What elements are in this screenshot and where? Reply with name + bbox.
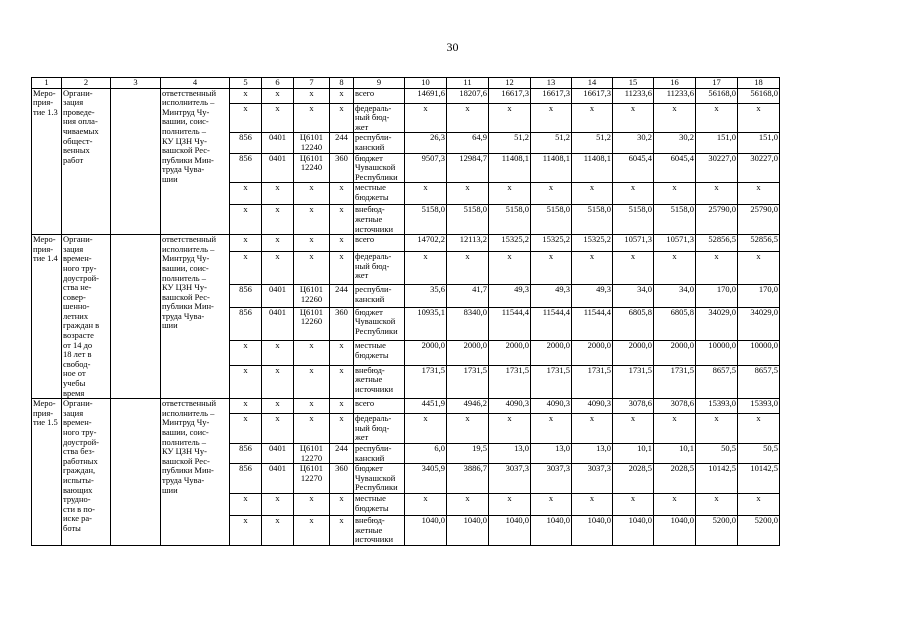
expense-type-code: х <box>330 414 354 444</box>
target-article-code: х <box>294 103 330 133</box>
amount-cell: 30,2 <box>654 133 696 153</box>
expense-type-code: х <box>330 365 354 398</box>
expense-type-code: х <box>330 399 354 414</box>
amount-cell: х <box>696 103 738 133</box>
section-code: 0401 <box>262 133 294 153</box>
amount-cell: х <box>405 414 447 444</box>
page-number: 30 <box>446 40 459 54</box>
amount-cell: х <box>405 251 447 284</box>
amount-cell: х <box>654 103 696 133</box>
grbs-code: 856 <box>230 444 262 464</box>
target-article-code: х <box>294 88 330 103</box>
amount-cell: х <box>654 493 696 515</box>
target-article-code: х <box>294 183 330 205</box>
amount-cell: 13,0 <box>531 444 572 464</box>
amount-cell: 11408,1 <box>572 153 613 183</box>
section-code: х <box>262 103 294 133</box>
grbs-code: х <box>230 88 262 103</box>
amount-cell: х <box>447 103 489 133</box>
amount-cell: 34,0 <box>654 285 696 308</box>
executor: ответственный исполнитель – Минтруд Чу- вашии, соис- полнитель – КУ ЦЗН Чу- вашской Рес- публики Мин- труда Чува- шии <box>161 235 230 399</box>
amount-cell: 2000,0 <box>489 341 531 366</box>
expense-type-code: 360 <box>330 307 354 340</box>
amount-cell: х <box>447 183 489 205</box>
amount-cell: 2000,0 <box>572 341 613 366</box>
amount-cell: 1731,5 <box>405 365 447 398</box>
amount-cell: 3405,9 <box>405 464 447 494</box>
amount-cell: 34,0 <box>613 285 654 308</box>
amount-cell: 11408,1 <box>531 153 572 183</box>
amount-cell: 6045,4 <box>613 153 654 183</box>
amount-cell: 16617,3 <box>489 88 531 103</box>
budget-table <box>31 77 780 546</box>
expense-type-code: 244 <box>330 444 354 464</box>
expense-type-code: х <box>330 183 354 205</box>
amount-cell: х <box>572 251 613 284</box>
amount-cell: 1731,5 <box>489 365 531 398</box>
amount-cell: 2000,0 <box>613 341 654 366</box>
grbs-code: 856 <box>230 153 262 183</box>
table-row <box>32 88 780 103</box>
amount-cell: 10935,1 <box>405 307 447 340</box>
amount-cell: 11233,6 <box>654 88 696 103</box>
amount-cell: 18207,6 <box>447 88 489 103</box>
amount-cell: 25790,0 <box>696 205 738 235</box>
event-name: Органи- зация проведе- ния опла- чиваемых общест- венных работ <box>62 88 111 235</box>
amount-cell: 10,1 <box>613 444 654 464</box>
grbs-code: 856 <box>230 307 262 340</box>
amount-cell: 51,2 <box>531 133 572 153</box>
funding-source: республи- канский <box>354 133 405 153</box>
amount-cell: 50,5 <box>696 444 738 464</box>
amount-cell: 8657,5 <box>696 365 738 398</box>
grbs-code: х <box>230 414 262 444</box>
amount-cell: 11233,6 <box>613 88 654 103</box>
event-number: Меро- прия- тие 1.5 <box>32 399 62 546</box>
amount-cell: х <box>572 493 613 515</box>
amount-cell: 2000,0 <box>531 341 572 366</box>
amount-cell: х <box>447 414 489 444</box>
amount-cell: 11544,4 <box>531 307 572 340</box>
funding-source: внебюд- жетные источники <box>354 515 405 545</box>
amount-cell: х <box>531 414 572 444</box>
target-article-code: х <box>294 341 330 366</box>
amount-cell: 1731,5 <box>654 365 696 398</box>
section-code: х <box>262 365 294 398</box>
amount-cell: 56168,0 <box>696 88 738 103</box>
target-article-code: х <box>294 251 330 284</box>
section-code: х <box>262 205 294 235</box>
amount-cell: 4090,3 <box>531 399 572 414</box>
amount-cell: 64,9 <box>447 133 489 153</box>
amount-cell: х <box>531 493 572 515</box>
amount-cell: 8340,0 <box>447 307 489 340</box>
amount-cell: х <box>489 103 531 133</box>
target-article-code: х <box>294 365 330 398</box>
funding-source: бюджет Чувашской Республики <box>354 307 405 340</box>
header-cell: 16 <box>654 78 696 89</box>
grbs-code: х <box>230 235 262 252</box>
amount-cell: 5158,0 <box>654 205 696 235</box>
amount-cell: 6805,8 <box>654 307 696 340</box>
amount-cell: х <box>613 183 654 205</box>
amount-cell: 49,3 <box>489 285 531 308</box>
funding-source: бюджет Чувашской Республики <box>354 153 405 183</box>
amount-cell: х <box>613 251 654 284</box>
amount-cell: 15325,2 <box>572 235 613 252</box>
amount-cell: 4946,2 <box>447 399 489 414</box>
section-code: 0401 <box>262 285 294 308</box>
target-article-code: х <box>294 205 330 235</box>
amount-cell: 2028,5 <box>613 464 654 494</box>
section-code: х <box>262 515 294 545</box>
amount-cell: х <box>489 251 531 284</box>
amount-cell: 26,3 <box>405 133 447 153</box>
amount-cell: 5200,0 <box>696 515 738 545</box>
amount-cell: 14702,2 <box>405 235 447 252</box>
amount-cell: 8657,5 <box>738 365 780 398</box>
funding-source: всего <box>354 235 405 252</box>
grbs-code: х <box>230 399 262 414</box>
amount-cell: 1040,0 <box>654 515 696 545</box>
amount-cell: 13,0 <box>572 444 613 464</box>
header-cell: 7 <box>294 78 330 89</box>
amount-cell: 6,0 <box>405 444 447 464</box>
amount-cell: 25790,0 <box>738 205 780 235</box>
amount-cell: 15325,2 <box>489 235 531 252</box>
grbs-code: х <box>230 183 262 205</box>
amount-cell: 151,0 <box>738 133 780 153</box>
funding-source: внебюд- жетные источники <box>354 205 405 235</box>
expense-type-code: 360 <box>330 464 354 494</box>
grbs-code: х <box>230 515 262 545</box>
amount-cell: 11408,1 <box>489 153 531 183</box>
amount-cell: 2000,0 <box>654 341 696 366</box>
amount-cell: 3078,6 <box>613 399 654 414</box>
grbs-code: х <box>230 341 262 366</box>
funding-source: республи- канский <box>354 285 405 308</box>
amount-cell: х <box>738 414 780 444</box>
header-cell: 2 <box>62 78 111 89</box>
amount-cell: 30227,0 <box>696 153 738 183</box>
table-row <box>32 235 780 252</box>
section-code: х <box>262 399 294 414</box>
amount-cell: 5200,0 <box>738 515 780 545</box>
amount-cell: х <box>572 183 613 205</box>
amount-cell: 19,5 <box>447 444 489 464</box>
funding-source: бюджет Чувашской Республики <box>354 464 405 494</box>
amount-cell: 15393,0 <box>738 399 780 414</box>
amount-cell: х <box>696 251 738 284</box>
amount-cell: 1731,5 <box>572 365 613 398</box>
funding-source: федераль- ный бюд- жет <box>354 103 405 133</box>
amount-cell: 5158,0 <box>572 205 613 235</box>
grbs-code: х <box>230 205 262 235</box>
amount-cell: 2000,0 <box>447 341 489 366</box>
amount-cell: х <box>696 493 738 515</box>
section-code: х <box>262 414 294 444</box>
amount-cell: х <box>572 103 613 133</box>
amount-cell: 30,2 <box>613 133 654 153</box>
amount-cell: 13,0 <box>489 444 531 464</box>
expense-type-code: х <box>330 235 354 252</box>
amount-cell: 5158,0 <box>531 205 572 235</box>
amount-cell: 12984,7 <box>447 153 489 183</box>
expense-type-code: 360 <box>330 153 354 183</box>
grbs-code: 856 <box>230 133 262 153</box>
section-code: х <box>262 341 294 366</box>
amount-cell: х <box>531 183 572 205</box>
funding-source: местные бюджеты <box>354 183 405 205</box>
grbs-code: х <box>230 103 262 133</box>
amount-cell: 1731,5 <box>531 365 572 398</box>
header-cell: 1 <box>32 78 62 89</box>
amount-cell: 10142,5 <box>738 464 780 494</box>
header-cell: 11 <box>447 78 489 89</box>
amount-cell: 51,2 <box>489 133 531 153</box>
amount-cell: 5158,0 <box>613 205 654 235</box>
amount-cell: 11544,4 <box>489 307 531 340</box>
funding-source: федераль- ный бюд- жет <box>354 414 405 444</box>
amount-cell: х <box>489 183 531 205</box>
goal-cell <box>111 235 161 399</box>
section-code: х <box>262 88 294 103</box>
amount-cell: х <box>613 414 654 444</box>
funding-source: республи- канский <box>354 444 405 464</box>
amount-cell: 10142,5 <box>696 464 738 494</box>
amount-cell: 49,3 <box>572 285 613 308</box>
amount-cell: 4090,3 <box>572 399 613 414</box>
amount-cell: 12113,2 <box>447 235 489 252</box>
header-cell: 4 <box>161 78 230 89</box>
header-cell: 5 <box>230 78 262 89</box>
event-number: Меро- прия- тие 1.3 <box>32 88 62 235</box>
amount-cell: 1040,0 <box>572 515 613 545</box>
grbs-code: 856 <box>230 464 262 494</box>
amount-cell: х <box>405 103 447 133</box>
amount-cell: 1040,0 <box>489 515 531 545</box>
amount-cell: х <box>531 103 572 133</box>
target-article-code: х <box>294 399 330 414</box>
header-row <box>32 78 780 89</box>
amount-cell: х <box>531 251 572 284</box>
amount-cell: 5158,0 <box>447 205 489 235</box>
event-number: Меро- прия- тие 1.4 <box>32 235 62 399</box>
amount-cell: 3886,7 <box>447 464 489 494</box>
amount-cell: 3037,3 <box>489 464 531 494</box>
amount-cell: 51,2 <box>572 133 613 153</box>
amount-cell: х <box>572 414 613 444</box>
amount-cell: х <box>696 183 738 205</box>
amount-cell: 5158,0 <box>489 205 531 235</box>
amount-cell: 10000,0 <box>696 341 738 366</box>
expense-type-code: х <box>330 493 354 515</box>
amount-cell: 1040,0 <box>447 515 489 545</box>
amount-cell: 52856,5 <box>738 235 780 252</box>
expense-type-code: х <box>330 103 354 133</box>
amount-cell: 1040,0 <box>613 515 654 545</box>
section-code: 0401 <box>262 464 294 494</box>
grbs-code: 856 <box>230 285 262 308</box>
target-article-code: Ц6101 12240 <box>294 153 330 183</box>
header-cell: 14 <box>572 78 613 89</box>
funding-source: федераль- ный бюд- жет <box>354 251 405 284</box>
target-article-code: Ц6101 12260 <box>294 307 330 340</box>
section-code: х <box>262 183 294 205</box>
expense-type-code: х <box>330 251 354 284</box>
grbs-code: х <box>230 251 262 284</box>
expense-type-code: 244 <box>330 285 354 308</box>
amount-cell: 4090,3 <box>489 399 531 414</box>
amount-cell: х <box>489 493 531 515</box>
amount-cell: х <box>613 493 654 515</box>
amount-cell: х <box>738 103 780 133</box>
grbs-code: х <box>230 365 262 398</box>
header-cell: 18 <box>738 78 780 89</box>
amount-cell: 6045,4 <box>654 153 696 183</box>
amount-cell: х <box>738 183 780 205</box>
section-code: х <box>262 235 294 252</box>
amount-cell: х <box>405 183 447 205</box>
target-article-code: Ц6101 12270 <box>294 444 330 464</box>
amount-cell: 2028,5 <box>654 464 696 494</box>
header-cell: 6 <box>262 78 294 89</box>
section-code: х <box>262 493 294 515</box>
target-article-code: х <box>294 235 330 252</box>
amount-cell: х <box>654 251 696 284</box>
expense-type-code: х <box>330 341 354 366</box>
amount-cell: 34029,0 <box>738 307 780 340</box>
amount-cell: 170,0 <box>696 285 738 308</box>
amount-cell: 1731,5 <box>613 365 654 398</box>
amount-cell: х <box>654 183 696 205</box>
amount-cell: 4451,9 <box>405 399 447 414</box>
amount-cell: 3078,6 <box>654 399 696 414</box>
amount-cell: 14691,6 <box>405 88 447 103</box>
funding-source: внебюд- жетные источники <box>354 365 405 398</box>
header-cell: 10 <box>405 78 447 89</box>
amount-cell: х <box>447 251 489 284</box>
section-code: 0401 <box>262 307 294 340</box>
expense-type-code: 244 <box>330 133 354 153</box>
funding-source: местные бюджеты <box>354 341 405 366</box>
amount-cell: 10000,0 <box>738 341 780 366</box>
header-cell: 9 <box>354 78 405 89</box>
executor: ответственный исполнитель – Минтруд Чу- вашии, соис- полнитель – КУ ЦЗН Чу- вашской Рес- публики Мин- труда Чува- шии <box>161 399 230 546</box>
grbs-code: х <box>230 493 262 515</box>
expense-type-code: х <box>330 88 354 103</box>
funding-source: всего <box>354 399 405 414</box>
target-article-code: х <box>294 493 330 515</box>
header-cell: 17 <box>696 78 738 89</box>
amount-cell: 9507,3 <box>405 153 447 183</box>
table-row <box>32 399 780 414</box>
header-cell: 15 <box>613 78 654 89</box>
amount-cell: 10571,3 <box>654 235 696 252</box>
section-code: 0401 <box>262 444 294 464</box>
amount-cell: 2000,0 <box>405 341 447 366</box>
header-cell: 8 <box>330 78 354 89</box>
target-article-code: Ц6101 12240 <box>294 133 330 153</box>
amount-cell: 49,3 <box>531 285 572 308</box>
amount-cell: х <box>613 103 654 133</box>
amount-cell: 11544,4 <box>572 307 613 340</box>
amount-cell: х <box>738 251 780 284</box>
amount-cell: х <box>405 493 447 515</box>
amount-cell: 30227,0 <box>738 153 780 183</box>
amount-cell: 3037,3 <box>572 464 613 494</box>
section-code: х <box>262 251 294 284</box>
amount-cell: 34029,0 <box>696 307 738 340</box>
amount-cell: 16617,3 <box>531 88 572 103</box>
event-name: Органи- зация времен- ного тру- доустрой- ства без- работных граждан, испыты- вающих трудно- сти в по- иске ра- боты <box>62 399 111 546</box>
target-article-code: х <box>294 515 330 545</box>
amount-cell: 52856,5 <box>696 235 738 252</box>
amount-cell: 5158,0 <box>405 205 447 235</box>
amount-cell: х <box>654 414 696 444</box>
funding-source: всего <box>354 88 405 103</box>
amount-cell: 50,5 <box>738 444 780 464</box>
amount-cell: 16617,3 <box>572 88 613 103</box>
amount-cell: 1040,0 <box>405 515 447 545</box>
amount-cell: 1731,5 <box>447 365 489 398</box>
target-article-code: Ц6101 12270 <box>294 464 330 494</box>
goal-cell <box>111 88 161 235</box>
amount-cell: 15325,2 <box>531 235 572 252</box>
amount-cell: х <box>738 493 780 515</box>
expense-type-code: х <box>330 205 354 235</box>
amount-cell: 56168,0 <box>738 88 780 103</box>
amount-cell: х <box>696 414 738 444</box>
section-code: 0401 <box>262 153 294 183</box>
amount-cell: х <box>489 414 531 444</box>
amount-cell: 10571,3 <box>613 235 654 252</box>
expense-type-code: х <box>330 515 354 545</box>
amount-cell: 1040,0 <box>531 515 572 545</box>
amount-cell: 15393,0 <box>696 399 738 414</box>
funding-source: местные бюджеты <box>354 493 405 515</box>
target-article-code: х <box>294 414 330 444</box>
amount-cell: 3037,3 <box>531 464 572 494</box>
header-cell: 13 <box>531 78 572 89</box>
amount-cell: 41,7 <box>447 285 489 308</box>
amount-cell: 151,0 <box>696 133 738 153</box>
amount-cell: 6805,8 <box>613 307 654 340</box>
amount-cell: 170,0 <box>738 285 780 308</box>
amount-cell: 10,1 <box>654 444 696 464</box>
amount-cell: 35,6 <box>405 285 447 308</box>
goal-cell <box>111 399 161 546</box>
header-cell: 12 <box>489 78 531 89</box>
header-cell: 3 <box>111 78 161 89</box>
event-name: Органи- зация времен- ного тру- доустрой- ства не- совер- шенно- летних граждан в возрасте от 14 до 18 лет в свобод- ное от учебы время <box>62 235 111 399</box>
target-article-code: Ц6101 12260 <box>294 285 330 308</box>
amount-cell: х <box>447 493 489 515</box>
executor: ответственный исполнитель – Минтруд Чу- вашии, соис- полнитель – КУ ЦЗН Чу- вашской Рес- публики Мин- труда Чува- шии <box>161 88 230 235</box>
